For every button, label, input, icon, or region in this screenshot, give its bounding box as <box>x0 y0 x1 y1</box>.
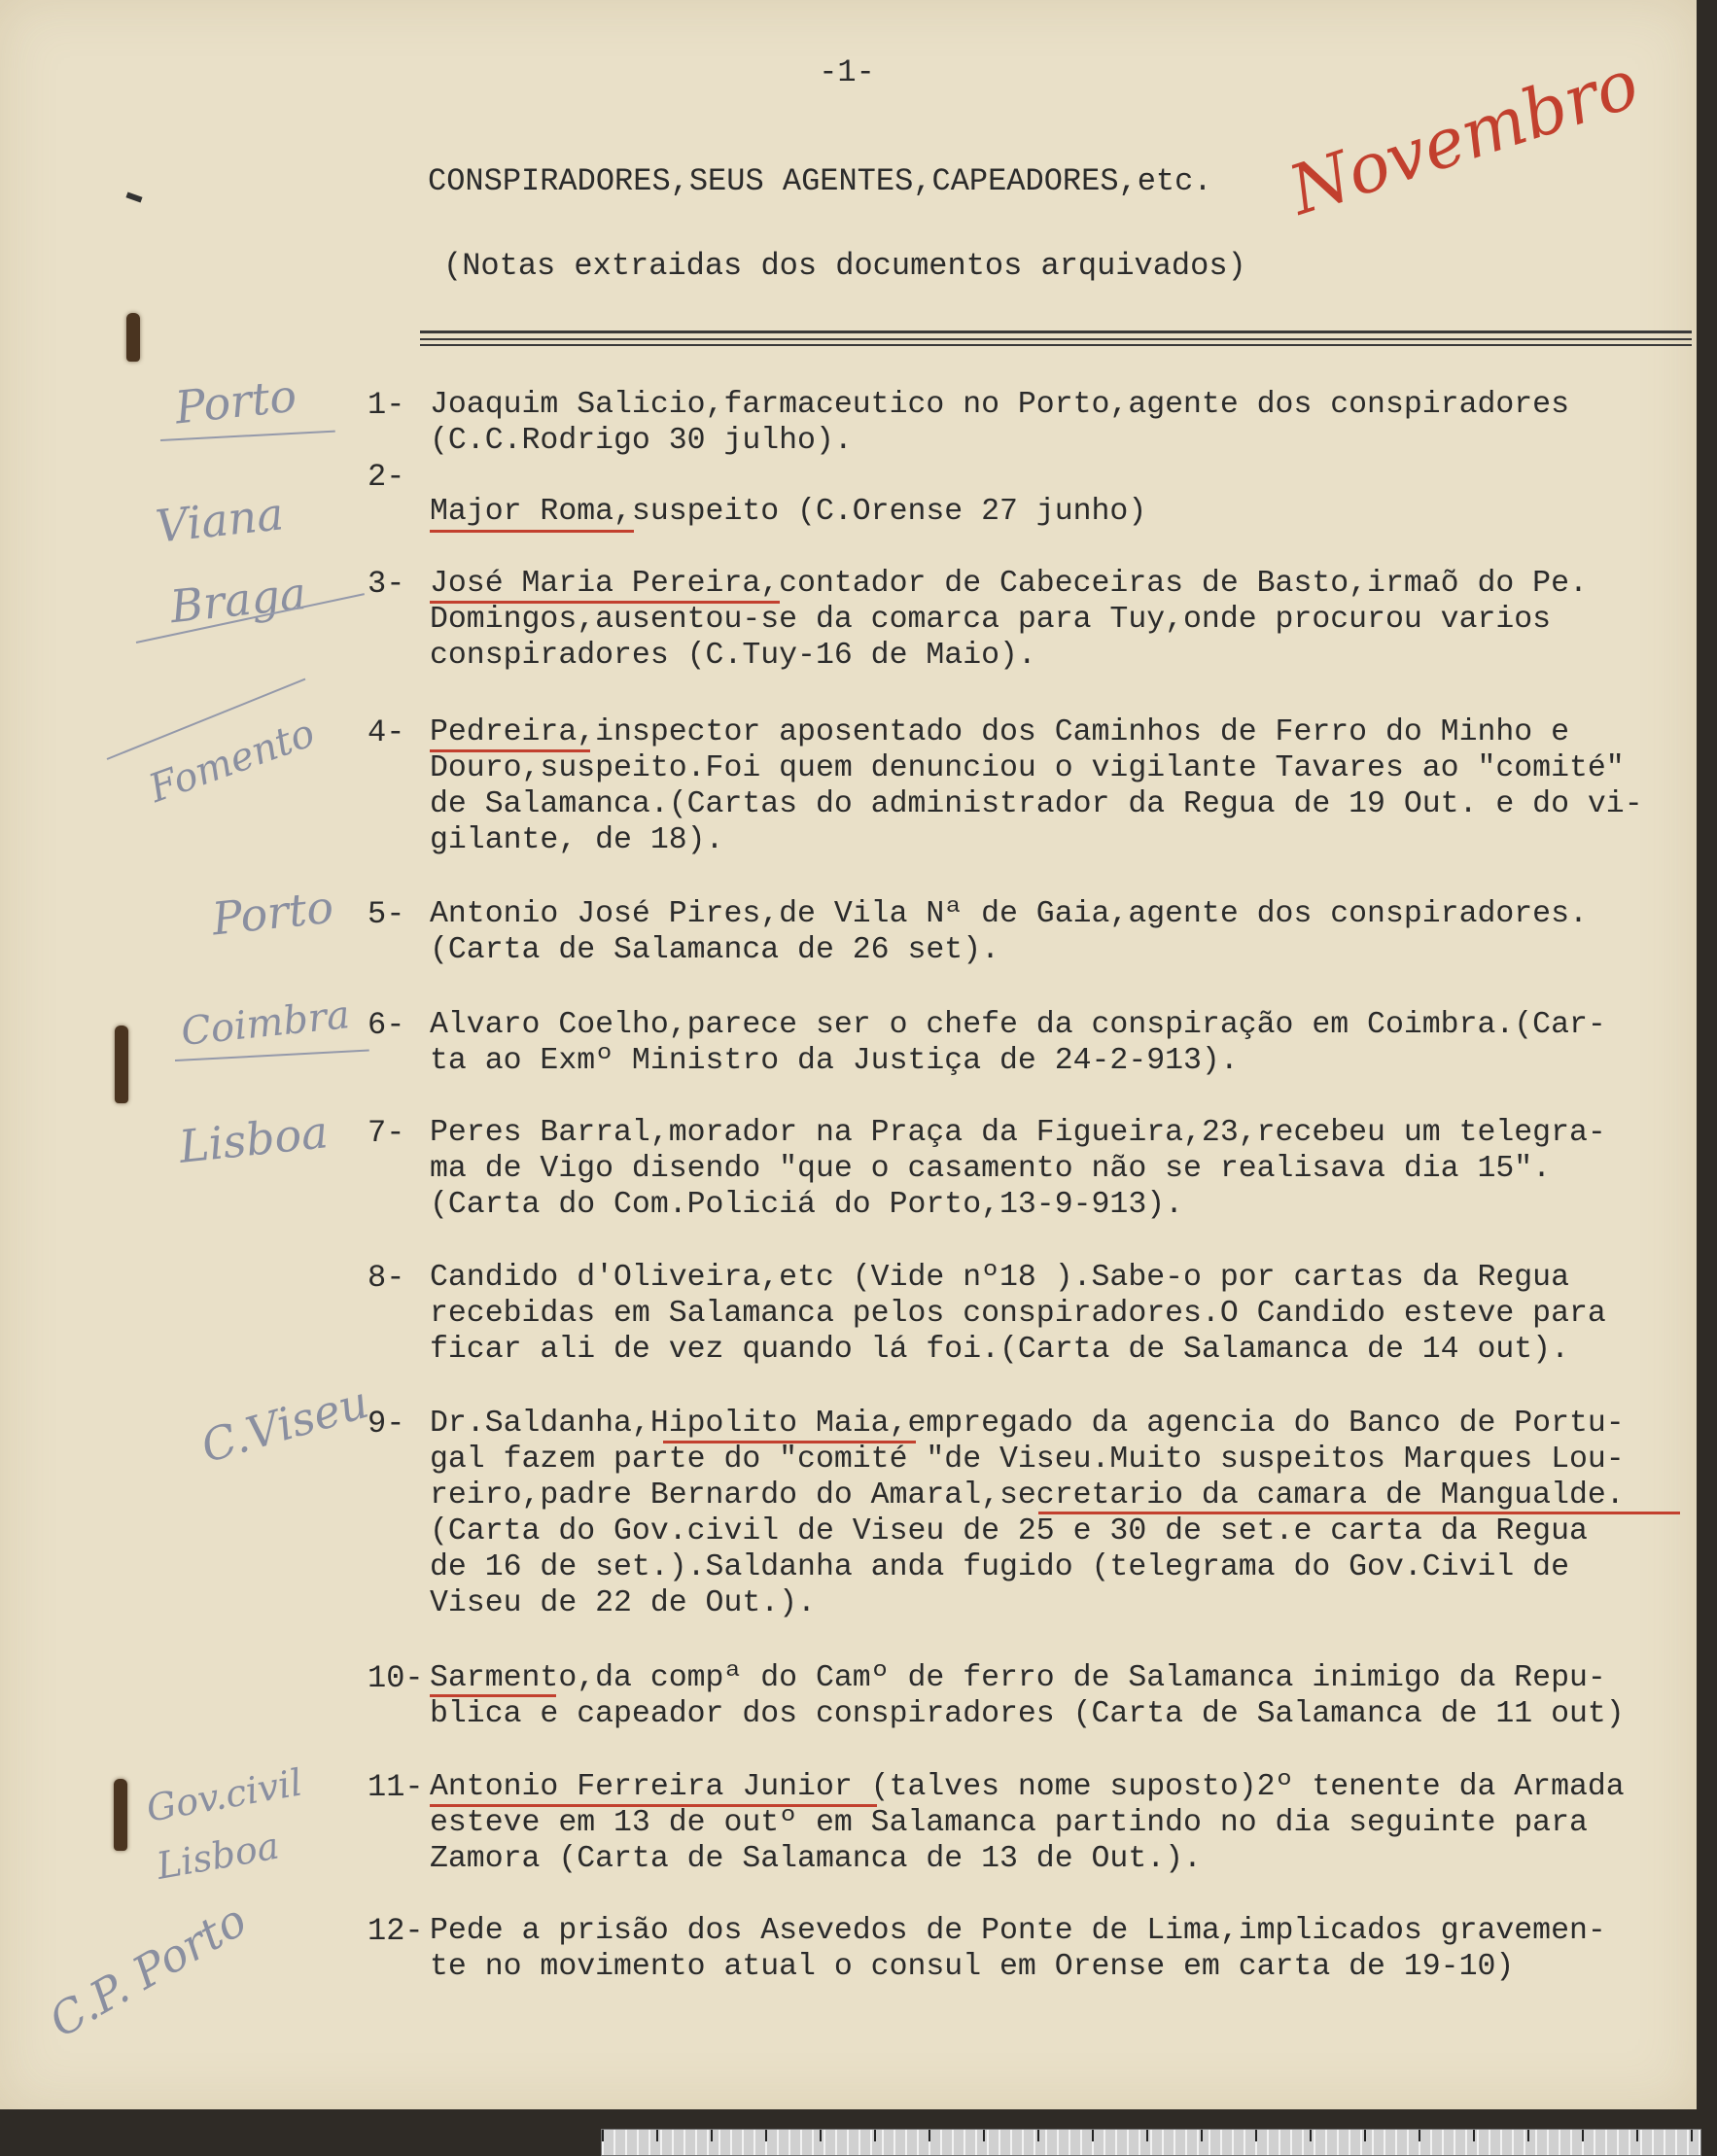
margin-note: Viana <box>153 487 287 553</box>
entry-number: 7- <box>368 1115 405 1151</box>
red-underline <box>1038 1512 1680 1514</box>
pin-mark <box>115 1026 128 1103</box>
title-rule <box>420 344 1692 346</box>
entry-number: 1- <box>368 387 405 423</box>
margin-note: Fomento <box>143 711 321 812</box>
margin-note: C.Viseu <box>194 1374 374 1474</box>
document-title: CONSPIRADORES,SEUS AGENTES,CAPEADORES,etc. <box>428 163 1212 199</box>
entry-text: Joaquim Salicio,farmaceutico no Porto,agente dos conspiradores (C.C.Rodrigo 30 julho). <box>430 388 1569 458</box>
entry-number: 6- <box>368 1007 405 1043</box>
entry-text: Dr.Saldanha,Hipolito Maia,empregado da agencia do Banco de Portu- gal fazem parte do "comité "de Viseu.Muito suspeitos Marques Lou- reiro,padre Bernardo do Amaral,secretario da camara de Mangualde. (Carta do Gov.civil de Viseu de 25 e 30 de set.e carta da Regua de 16 de set.).Saldanha anda fugido (telegrama do Gov.Civil de Viseu de 22 de Out.). <box>430 1407 1625 1620</box>
entry-number: 4- <box>368 714 405 750</box>
entry-number: 3- <box>368 566 405 602</box>
entry-number: 5- <box>368 896 405 932</box>
pin-mark <box>126 313 140 362</box>
entry-number: 10- <box>368 1660 424 1696</box>
document-subtitle: (Notas extraidas dos documentos arquivados) <box>443 248 1246 284</box>
margin-note: Porto <box>172 368 299 435</box>
entry-text: Peres Barral,morador na Praça da Figueira,23,recebeu um telegra- ma de Vigo disendo "que o casamento não se realisava dia 15". (Carta do Com.Policiá do Porto,13-9-913). <box>430 1116 1606 1222</box>
entry-number: 8- <box>368 1260 405 1296</box>
margin-note: Gov.civil Lisboa <box>143 1760 306 1888</box>
title-rule <box>420 338 1692 340</box>
margin-note: C.P. Porto <box>40 1893 256 2048</box>
title-rule <box>420 330 1692 333</box>
margin-note: Coimbra <box>179 992 352 1055</box>
entry-text: Candido d'Oliveira,etc (Vide nº18 ).Sabe-o por cartas da Regua recebidas em Salamanca pelos conspiradores.O Candido esteve para ficar ali de vez quando lá foi.(Carta de Salamanca de 14 out). <box>430 1261 1606 1367</box>
entry-text: Sarmento,da compª do Camº de ferro de Salamanca inimigo da Repu- blica e capeador dos conspiradores (Carta de Salamanca de 11 out) <box>430 1661 1625 1731</box>
entry-number: 12- <box>368 1913 424 1949</box>
entry-number: 11- <box>368 1769 424 1805</box>
pin-mark <box>114 1779 127 1851</box>
handwritten-month: Novembro <box>1279 43 1648 231</box>
entry-text: José Maria Pereira,contador de Cabeceiras de Basto,irmaõ do Pe. Domingos,ausentou-se da comarca para Tuy,onde procurou varios conspiradores (C.Tuy-16 de Maio). <box>430 567 1588 673</box>
page-number: -1- <box>819 54 875 90</box>
red-underline <box>430 1694 556 1697</box>
red-underline <box>430 749 590 752</box>
red-underline <box>663 1441 916 1443</box>
punch-mark <box>125 191 142 202</box>
margin-note: Lisboa <box>176 1105 331 1173</box>
entry-number: 2- <box>368 459 405 495</box>
entry-text: Pedreira,inspector aposentado dos Caminhos de Ferro do Minho e Douro,suspeito.Foi quem denunciou o vigilante Tavares ao "comité" de Salamanca.(Cartas do administrador da Regua de 19 Out. e do vi- gilante, de 18). <box>430 715 1643 857</box>
red-underline <box>430 1804 877 1807</box>
red-underline <box>430 530 634 533</box>
scan-scale-bar <box>601 2129 1701 2156</box>
entry-number: 9- <box>368 1406 405 1442</box>
entry-text: Major Roma,suspeito (C.Orense 27 junho) <box>430 495 1147 529</box>
entry-text: Alvaro Coelho,parece ser o chefe da conspiração em Coimbra.(Car- ta ao Exmº Ministro da Justiça de 24-2-913). <box>430 1008 1606 1078</box>
entry-text: Antonio Ferreira Junior (talves nome suposto)2º tenente da Armada esteve em 13 de outº em Salamanca partindo no dia seguinte para Zamora (Carta de Salamanca de 13 de Out.). <box>430 1770 1625 1876</box>
margin-note: Braga <box>167 566 309 634</box>
red-underline <box>430 601 780 604</box>
entry-text: Antonio José Pires,de Vila Nª de Gaia,agente dos conspiradores. (Carta de Salamanca de 26 set). <box>430 897 1588 967</box>
margin-note: Porto <box>209 880 336 946</box>
entry-text: Pede a prisão dos Asevedos de Ponte de Lima,implicados gravemen- te no movimento atual o consul em Orense em carta de 19-10) <box>430 1914 1606 1984</box>
